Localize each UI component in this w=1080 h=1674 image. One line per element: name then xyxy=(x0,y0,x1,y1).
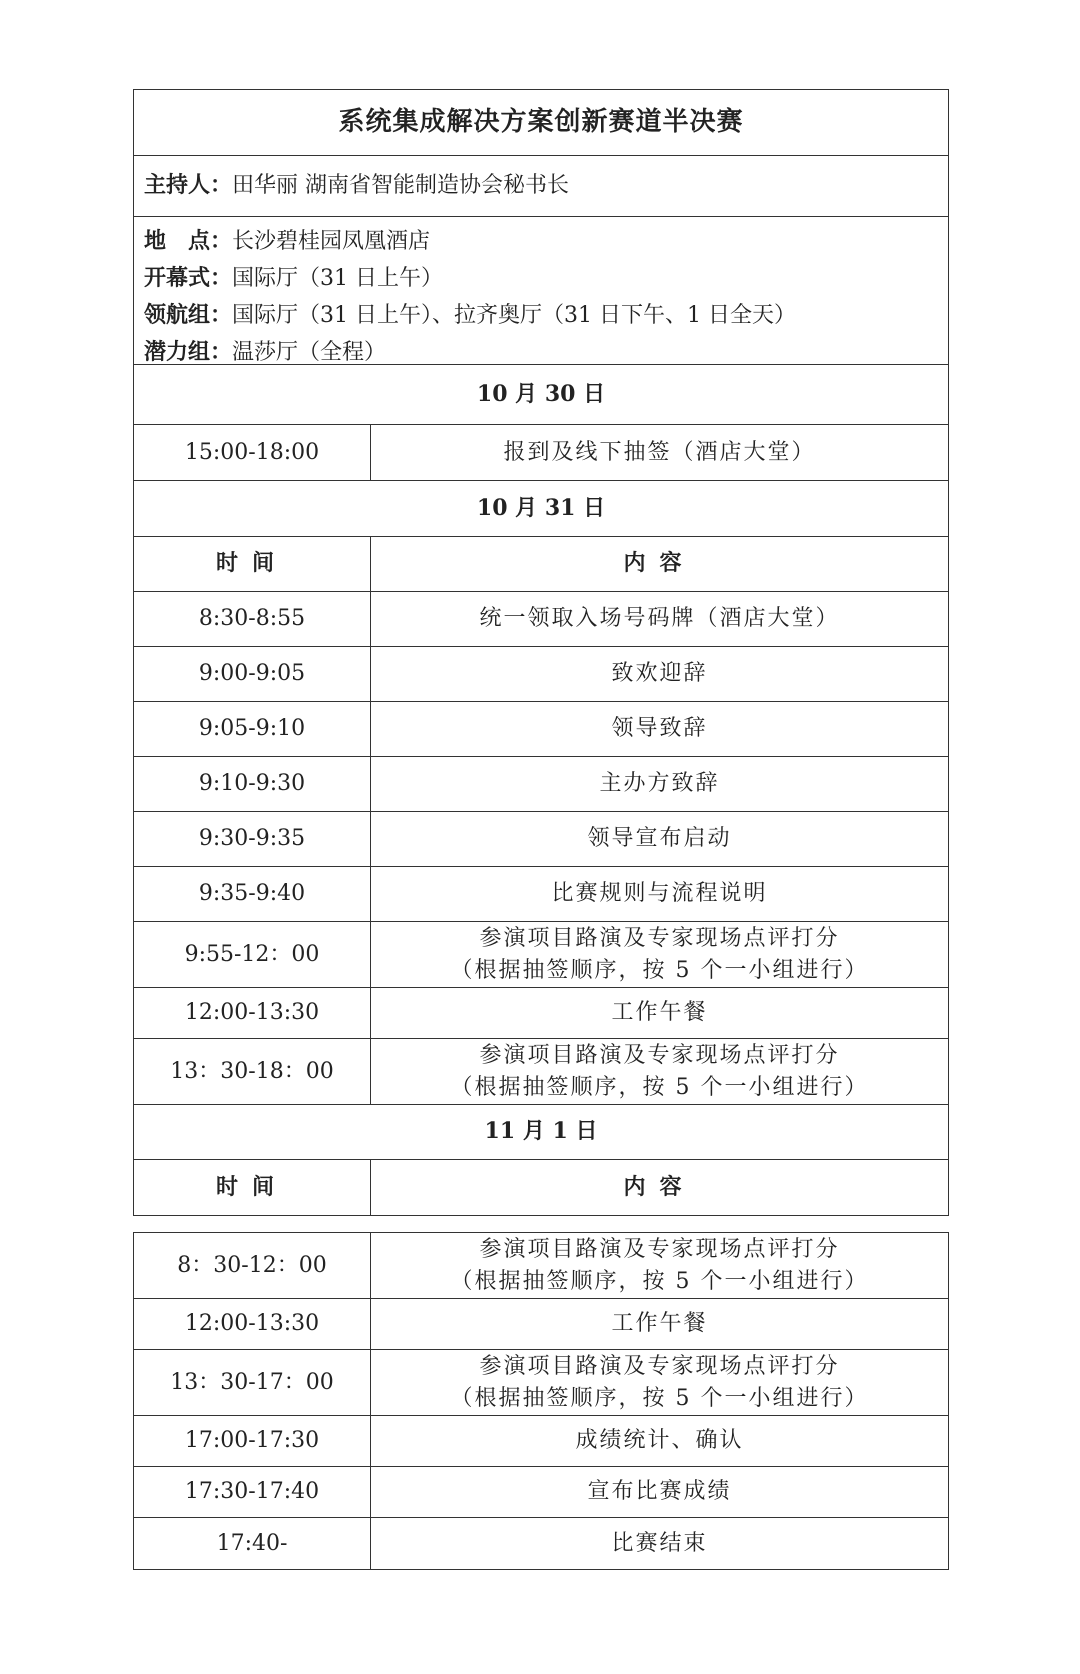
table-row xyxy=(134,647,948,702)
title-row xyxy=(134,90,948,156)
table-row xyxy=(134,1350,948,1416)
info-value: 国际厅（31 日上午） xyxy=(232,266,444,291)
time-cell: 15:00-18:00 xyxy=(134,425,371,480)
page-title: 系统集成解决方案创新赛道半决赛 xyxy=(338,106,744,137)
time-cell: 13：30-18：00 xyxy=(134,1039,371,1104)
header-time: 时间 xyxy=(134,1160,371,1215)
host-info xyxy=(134,156,948,216)
time-cell: 8：30-12：00 xyxy=(134,1233,371,1298)
time-cell: 12:00-13:30 xyxy=(134,1299,371,1349)
content-line-1: 参演项目路演及专家现场点评打分 xyxy=(479,1042,840,1068)
content-cell xyxy=(371,1233,948,1298)
content-cell: 比赛规则与流程说明 xyxy=(551,881,768,907)
content-line-2: （根据抽签顺序，按 5 个一小组进行） xyxy=(450,1385,869,1411)
content-line-2: （根据抽签顺序，按 5 个一小组进行） xyxy=(450,957,869,983)
table-row xyxy=(134,1416,948,1467)
content-cell: 工作午餐 xyxy=(611,1311,708,1337)
content-cell xyxy=(371,922,948,987)
info-label: 地 点： xyxy=(144,228,233,254)
content-cell xyxy=(371,1350,948,1415)
time-cell: 9:05-9:10 xyxy=(134,702,371,756)
info-value: 温莎厅（全程） xyxy=(232,340,387,365)
info-label: 开幕式： xyxy=(144,265,233,291)
date-label: 10 月 31 日 xyxy=(476,494,606,521)
info-line-location xyxy=(144,223,430,260)
table-row xyxy=(134,1299,948,1350)
content-line-1: 参演项目路演及专家现场点评打分 xyxy=(479,925,840,951)
content-line-2: （根据抽签顺序，按 5 个一小组进行） xyxy=(450,1268,869,1294)
table-row xyxy=(134,1233,948,1299)
table-row xyxy=(134,1518,948,1569)
info-line-leading-group xyxy=(144,297,796,334)
content-cell: 领导致辞 xyxy=(611,716,708,742)
table-row xyxy=(134,592,948,647)
content-line-1: 参演项目路演及专家现场点评打分 xyxy=(479,1353,840,1379)
time-cell: 17:00-17:30 xyxy=(134,1416,371,1466)
table-row xyxy=(134,988,948,1039)
content-cell: 宣布比赛成绩 xyxy=(587,1479,732,1505)
info-label: 领航组： xyxy=(144,302,233,328)
time-cell: 12:00-13:30 xyxy=(134,988,371,1038)
table-row xyxy=(134,922,948,988)
content-line-1: 参演项目路演及专家现场点评打分 xyxy=(479,1236,840,1262)
time-cell: 9:00-9:05 xyxy=(134,647,371,701)
header-content: 内容 xyxy=(623,550,696,577)
header-time: 时间 xyxy=(134,537,371,591)
header-content: 内容 xyxy=(623,1173,696,1200)
date-row-day2 xyxy=(134,481,948,537)
table-row xyxy=(134,425,948,481)
time-cell: 9:35-9:40 xyxy=(134,867,371,921)
header-row xyxy=(134,537,948,592)
content-cell: 致欢迎辞 xyxy=(611,661,708,687)
host-label: 主持人： xyxy=(144,172,233,199)
host-value: 田华丽 湖南省智能制造协会秘书长 xyxy=(232,173,570,199)
content-cell: 主办方致辞 xyxy=(599,771,720,797)
date-label: 11 月 1 日 xyxy=(484,1118,598,1145)
content-cell: 统一领取入场号码牌（酒店大堂） xyxy=(479,606,840,632)
schedule-table-continued xyxy=(133,1232,949,1570)
time-cell: 17:30-17:40 xyxy=(134,1467,371,1517)
table-row xyxy=(134,867,948,922)
time-cell: 8:30-8:55 xyxy=(134,592,371,646)
time-cell: 9:10-9:30 xyxy=(134,757,371,811)
time-cell: 9:30-9:35 xyxy=(134,812,371,866)
time-cell: 9:55-12：00 xyxy=(134,922,371,987)
date-row-day1 xyxy=(134,365,948,425)
table-row xyxy=(134,812,948,867)
venue-row xyxy=(134,217,948,365)
content-cell: 领导宣布启动 xyxy=(587,826,732,852)
content-cell: 报到及线下抽签（酒店大堂） xyxy=(503,439,816,465)
info-value: 长沙碧桂园凤凰酒店 xyxy=(232,229,431,254)
content-cell xyxy=(371,1039,948,1104)
date-label: 10 月 30 日 xyxy=(476,380,606,407)
table-row xyxy=(134,1039,948,1105)
date-row-day3 xyxy=(134,1105,948,1160)
time-cell: 13：30-17：00 xyxy=(134,1350,371,1415)
content-line-2: （根据抽签顺序，按 5 个一小组进行） xyxy=(450,1074,869,1100)
venue-info xyxy=(134,217,948,364)
info-line-opening xyxy=(144,260,443,297)
table-row xyxy=(134,702,948,757)
table-row xyxy=(134,1467,948,1518)
schedule-table xyxy=(133,89,949,1216)
content-cell: 成绩统计、确认 xyxy=(575,1428,744,1454)
host-row xyxy=(134,156,948,217)
time-cell: 17:40- xyxy=(134,1518,371,1569)
header-row xyxy=(134,1160,948,1215)
info-value: 国际厅（31 日上午）、拉齐奥厅（31 日下午、1 日全天） xyxy=(232,303,796,328)
content-cell: 比赛结束 xyxy=(611,1530,708,1556)
info-label: 潜力组： xyxy=(144,339,233,365)
table-row xyxy=(134,757,948,812)
content-cell: 工作午餐 xyxy=(611,1000,708,1026)
